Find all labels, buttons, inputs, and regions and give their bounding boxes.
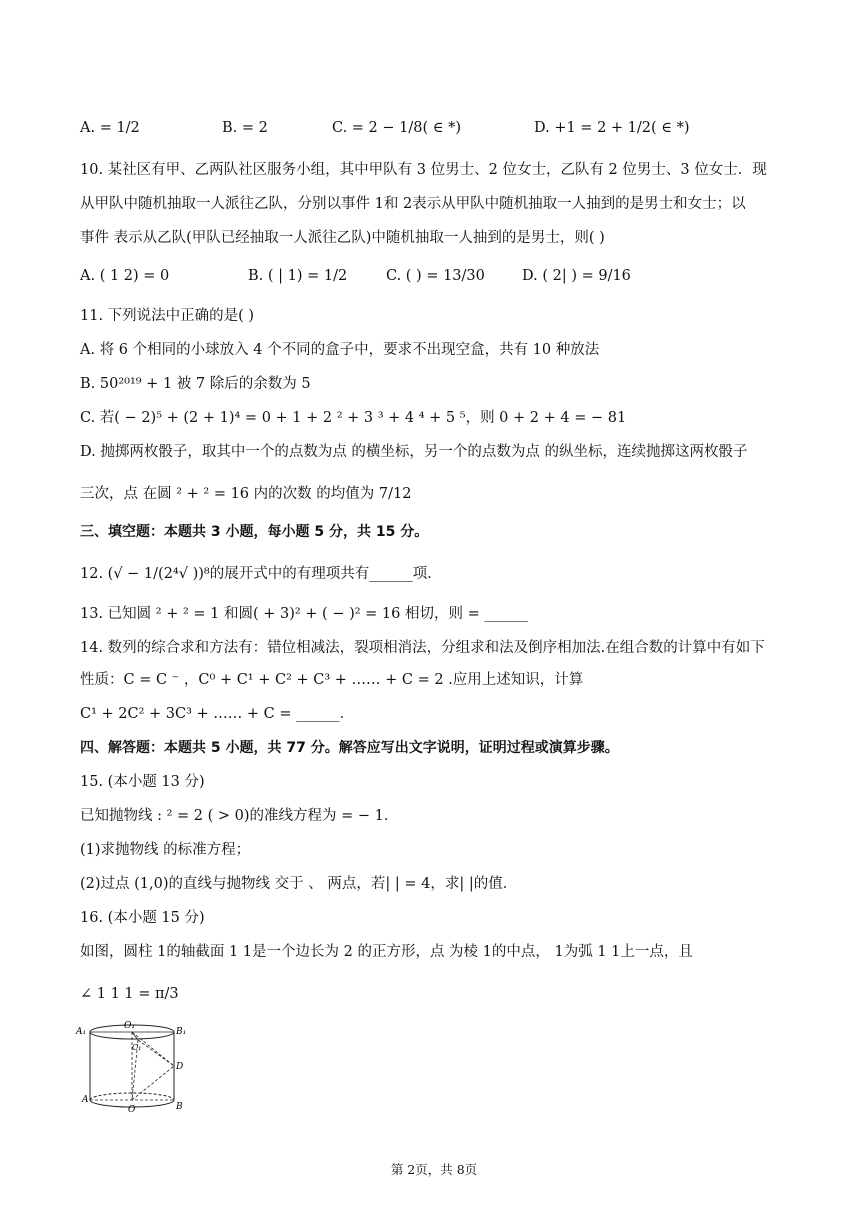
q10-option-c: C. ( ) = 13/30 — [386, 268, 485, 284]
page-footer: 第 2页，共 8页 — [390, 1162, 478, 1177]
q9-option-c: C. = 2 − 1/8( ∈ *) — [332, 120, 461, 136]
q16-title: 16. (本小题 15 分) — [80, 910, 205, 926]
section-4-heading: 四、解答题：本题共 5 小题，共 77 分。解答应写出文字说明，证明过程或演算步骤。 — [80, 740, 619, 756]
q10-line-3: 事件 表示从乙队(甲队已经抽取一人派往乙队)中随机抽取一人抽到的是男士，则( ) — [80, 230, 605, 246]
q13: 13. 已知圆 ² + ² = 1 和圆( + 3)² + ( − )² = 16 相切，则 = ______ — [80, 606, 528, 622]
label-o1: O₁ — [124, 1021, 135, 1031]
q9-option-a: A. = 1/2 — [80, 120, 140, 136]
q15-title: 15. (本小题 13 分) — [80, 774, 205, 790]
q14-line-2: 性质：C = C ⁻ ，C⁰ + C¹ + C² + C³ + …… + C = 2 .应用上述知识，计算 — [80, 672, 584, 688]
q16-line-1: 如图，圆柱 1的轴截面 1 1是一个边长为 2 的正方形，点 为棱 1的中点， 1为弧 1 1上一点，且 — [80, 944, 693, 960]
label-d: D — [176, 1062, 184, 1072]
label-b1: B₁ — [176, 1027, 187, 1037]
q11-option-d-line-1: D. 抛掷两枚骰子，取其中一个的点数为点 的横坐标，另一个的点数为点 的纵坐标，连续抛掷这两枚骰子 — [80, 444, 748, 460]
q9-option-d: D. +1 = 2 + 1/2( ∈ *) — [534, 120, 690, 136]
q11-option-d-line-2: 三次，点 在圆 ² + ² = 16 内的次数 的均值为 7/12 — [80, 486, 412, 502]
label-b: B — [176, 1102, 183, 1112]
section-3-heading: 三、填空题：本题共 3 小题，每小题 5 分，共 15 分。 — [80, 524, 429, 540]
q14-line-3: C¹ + 2C² + 3C³ + …… + C = ______． — [80, 706, 355, 722]
label-c1: C₁ — [132, 1043, 142, 1052]
label-a: A — [82, 1095, 89, 1105]
q12: 12. (√ − 1/(2⁴√ ))⁸的展开式中的有理项共有______项． — [80, 566, 442, 582]
label-a1: A₁ — [76, 1027, 87, 1037]
q10-line-1: 10. 某社区有甲、乙两队社区服务小组，其中甲队有 3 位男士、2 位女士，乙队有 2 位男士、3 位女士．现 — [80, 162, 767, 178]
o-d — [132, 1066, 174, 1100]
q16-line-2: ∠ 1 1 1 = π/3 — [80, 986, 179, 1002]
q10-option-d: D. ( 2| ) = 9/16 — [522, 268, 631, 284]
q9-option-b: B. = 2 — [222, 120, 268, 136]
q14-line-1: 14. 数列的综合求和方法有：错位相减法，裂项相消法，分组求和法及倒序相加法.在组合数的计算中有如下 — [80, 640, 765, 656]
q15-part-2: (2)过点 (1,0)的直线与抛物线 交于 、 两点，若| | = 4，求| |的值． — [80, 876, 518, 892]
cylinder-figure — [74, 1016, 194, 1116]
q15-part-1: (1)求抛物线 的标准方程； — [80, 842, 251, 858]
q10-option-b: B. ( | 1) = 1/2 — [248, 268, 348, 284]
q10-option-a: A. ( 1 2) = 0 — [80, 268, 170, 284]
q10-line-2: 从甲队中随机抽取一人派往乙队，分别以事件 1和 2表示从甲队中随机抽取一人抽到的是男士和女士；以 — [80, 196, 746, 212]
q11-stem: 11. 下列说法中正确的是( ) — [80, 308, 255, 324]
q11-option-c: C. 若( − 2)⁵ + (2 + 1)⁴ = 0 + 1 + 2 ² + 3 ³ + 4 ⁴ + 5 ⁵，则 0 + 2 + 4 = − 81 — [80, 410, 627, 426]
q11-option-b: B. 50²⁰¹⁹ + 1 被 7 除后的余数为 5 — [80, 376, 311, 392]
q15-stem: 已知抛物线 : ² = 2 ( > 0)的准线方程为 = − 1． — [80, 808, 399, 824]
q11-option-a: A. 将 6 个相同的小球放入 4 个不同的盒子中，要求不出现空盒，共有 10 种放法 — [80, 342, 600, 358]
label-o: O — [128, 1105, 136, 1115]
